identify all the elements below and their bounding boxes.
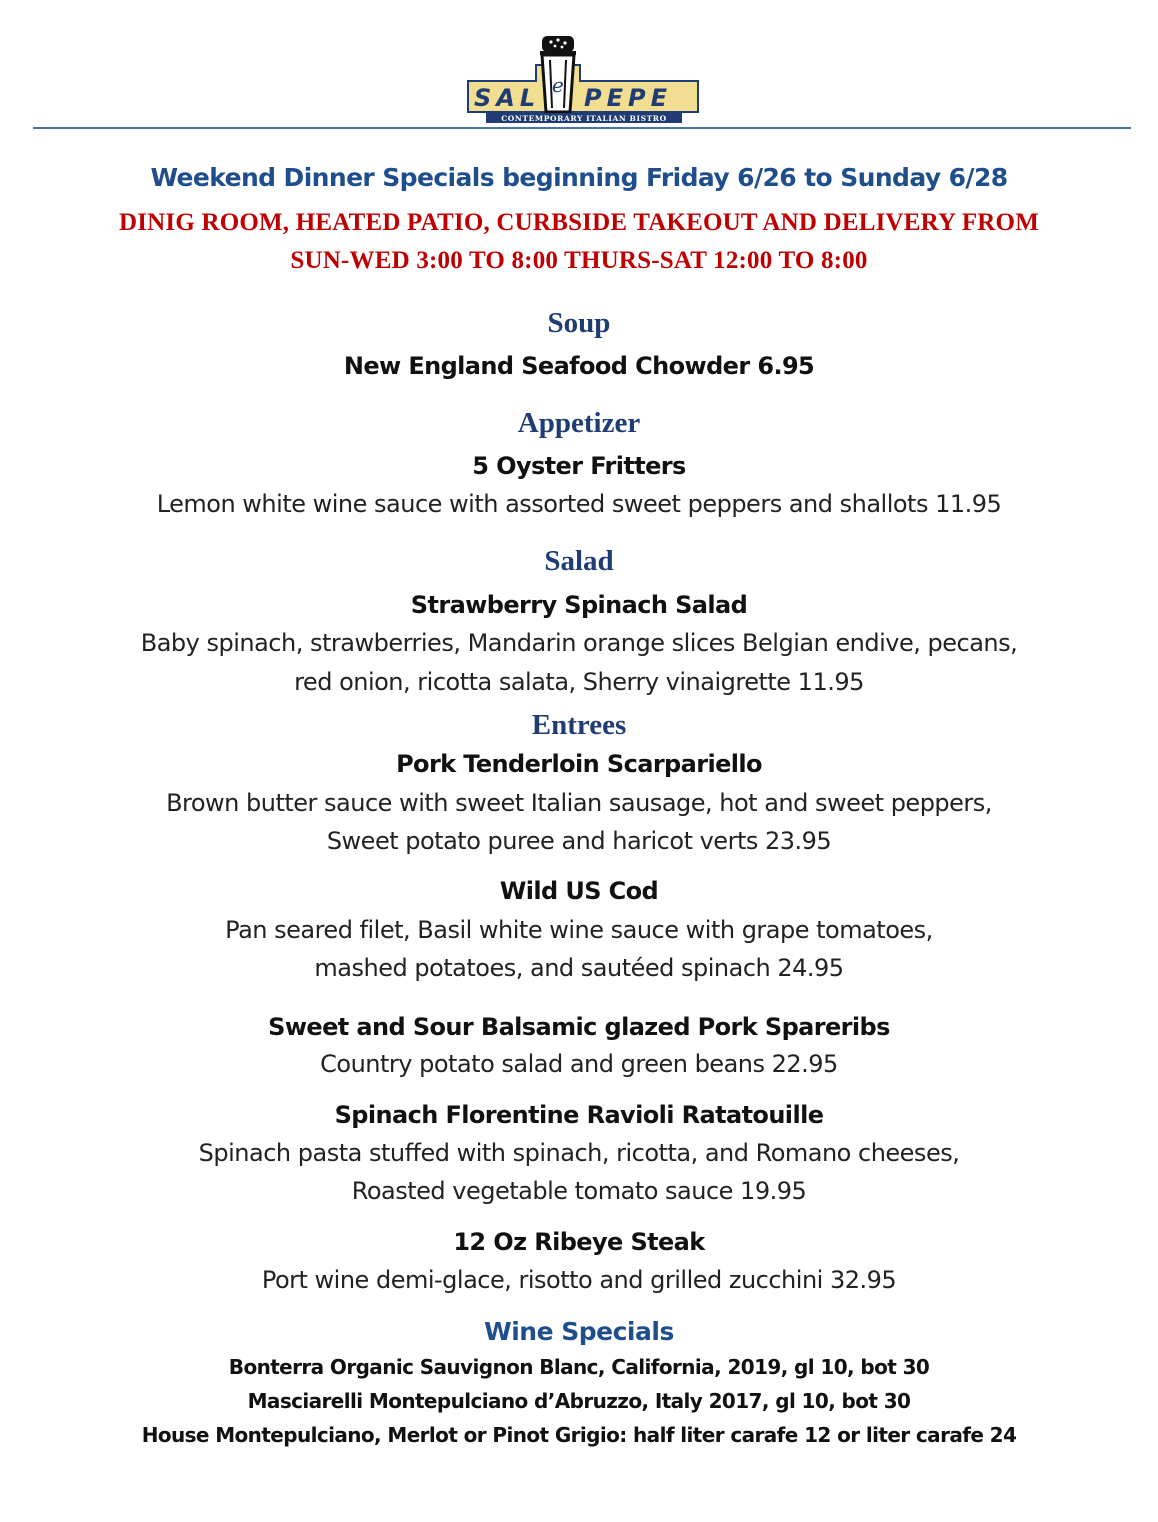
entree-description-line-2: mashed potatoes, and sautéed spinach 24.95 <box>314 954 844 982</box>
entree-name: Sweet and Sour Balsamic glazed Pork Spareribs <box>268 1013 890 1041</box>
wine-line: Bonterra Organic Sauvignon Blanc, California, 2019, gl 10, bot 30 <box>228 1355 930 1379</box>
entree-description-line-1: Brown butter sauce with sweet Italian sausage, hot and sweet peppers, <box>166 789 992 817</box>
entree-description-line-1: Pan seared filet, Basil white wine sauce with grape tomatoes, <box>225 916 933 944</box>
entree-name: Pork Tenderloin Scarpariello <box>396 750 762 778</box>
entree-description-line-1: Country potato salad and green beans 22.95 <box>320 1050 838 1078</box>
entree-description-line-1: Port wine demi-glace, risotto and grilled zucchini 32.95 <box>261 1266 897 1294</box>
logo-tagline: CONTEMPORARY ITALIAN BISTRO <box>501 114 667 123</box>
weekend-specials-headline: Weekend Dinner Specials beginning Friday 6/26 to Sunday 6/28 <box>150 163 1008 192</box>
brand-right: PEPE <box>584 84 672 112</box>
salad-description-line-1: Baby spinach, strawberries, Mandarin orange slices Belgian endive, pecans, <box>140 629 1018 657</box>
entree-name: Wild US Cod <box>499 877 659 905</box>
brand-middle: e <box>552 73 564 97</box>
entree-description-line-2: Roasted vegetable tomato sauce 19.95 <box>351 1177 807 1205</box>
entree-description-line-2: Sweet potato puree and haricot verts 23.95 <box>326 827 832 855</box>
section-heading-entrees: Entrees <box>531 709 627 741</box>
appetizer-description: Lemon white wine sauce with assorted sweet peppers and shallots 11.95 <box>156 490 1002 518</box>
appetizer-name: 5 Oyster Fritters <box>472 452 686 480</box>
section-heading-salad: Salad <box>544 545 614 577</box>
soup-item: New England Seafood Chowder 6.95 <box>343 352 815 380</box>
entree-description-line-1: Spinach pasta stuffed with spinach, ricotta, and Romano cheeses, <box>198 1139 960 1167</box>
section-heading-soup: Soup <box>547 307 611 339</box>
hours-notice-line-1: DINIG ROOM, HEATED PATIO, CURBSIDE TAKEOUT AND DELIVERY FROM <box>118 209 1040 236</box>
sal-e-pepe-logo <box>466 32 702 124</box>
section-heading-wine-specials: Wine Specials <box>484 1317 674 1346</box>
section-heading-appetizer: Appetizer <box>517 407 641 439</box>
hours-notice-line-2: SUN-WED 3:00 TO 8:00 THURS-SAT 12:00 TO 8:00 <box>290 247 868 274</box>
wine-line: House Montepulciano, Merlot or Pinot Grigio: half liter carafe 12 or liter carafe 24 <box>141 1423 1017 1447</box>
wine-line: Masciarelli Montepulciano d’Abruzzo, Italy 2017, gl 10, bot 30 <box>247 1389 911 1413</box>
entree-name: Spinach Florentine Ravioli Ratatouille <box>334 1101 824 1129</box>
brand-left: SAL <box>474 84 541 112</box>
salad-description-line-2: red onion, ricotta salata, Sherry vinaigrette 11.95 <box>294 668 864 696</box>
entree-name: 12 Oz Ribeye Steak <box>453 1228 705 1256</box>
header-divider <box>33 127 1131 129</box>
salad-name: Strawberry Spinach Salad <box>410 591 748 619</box>
